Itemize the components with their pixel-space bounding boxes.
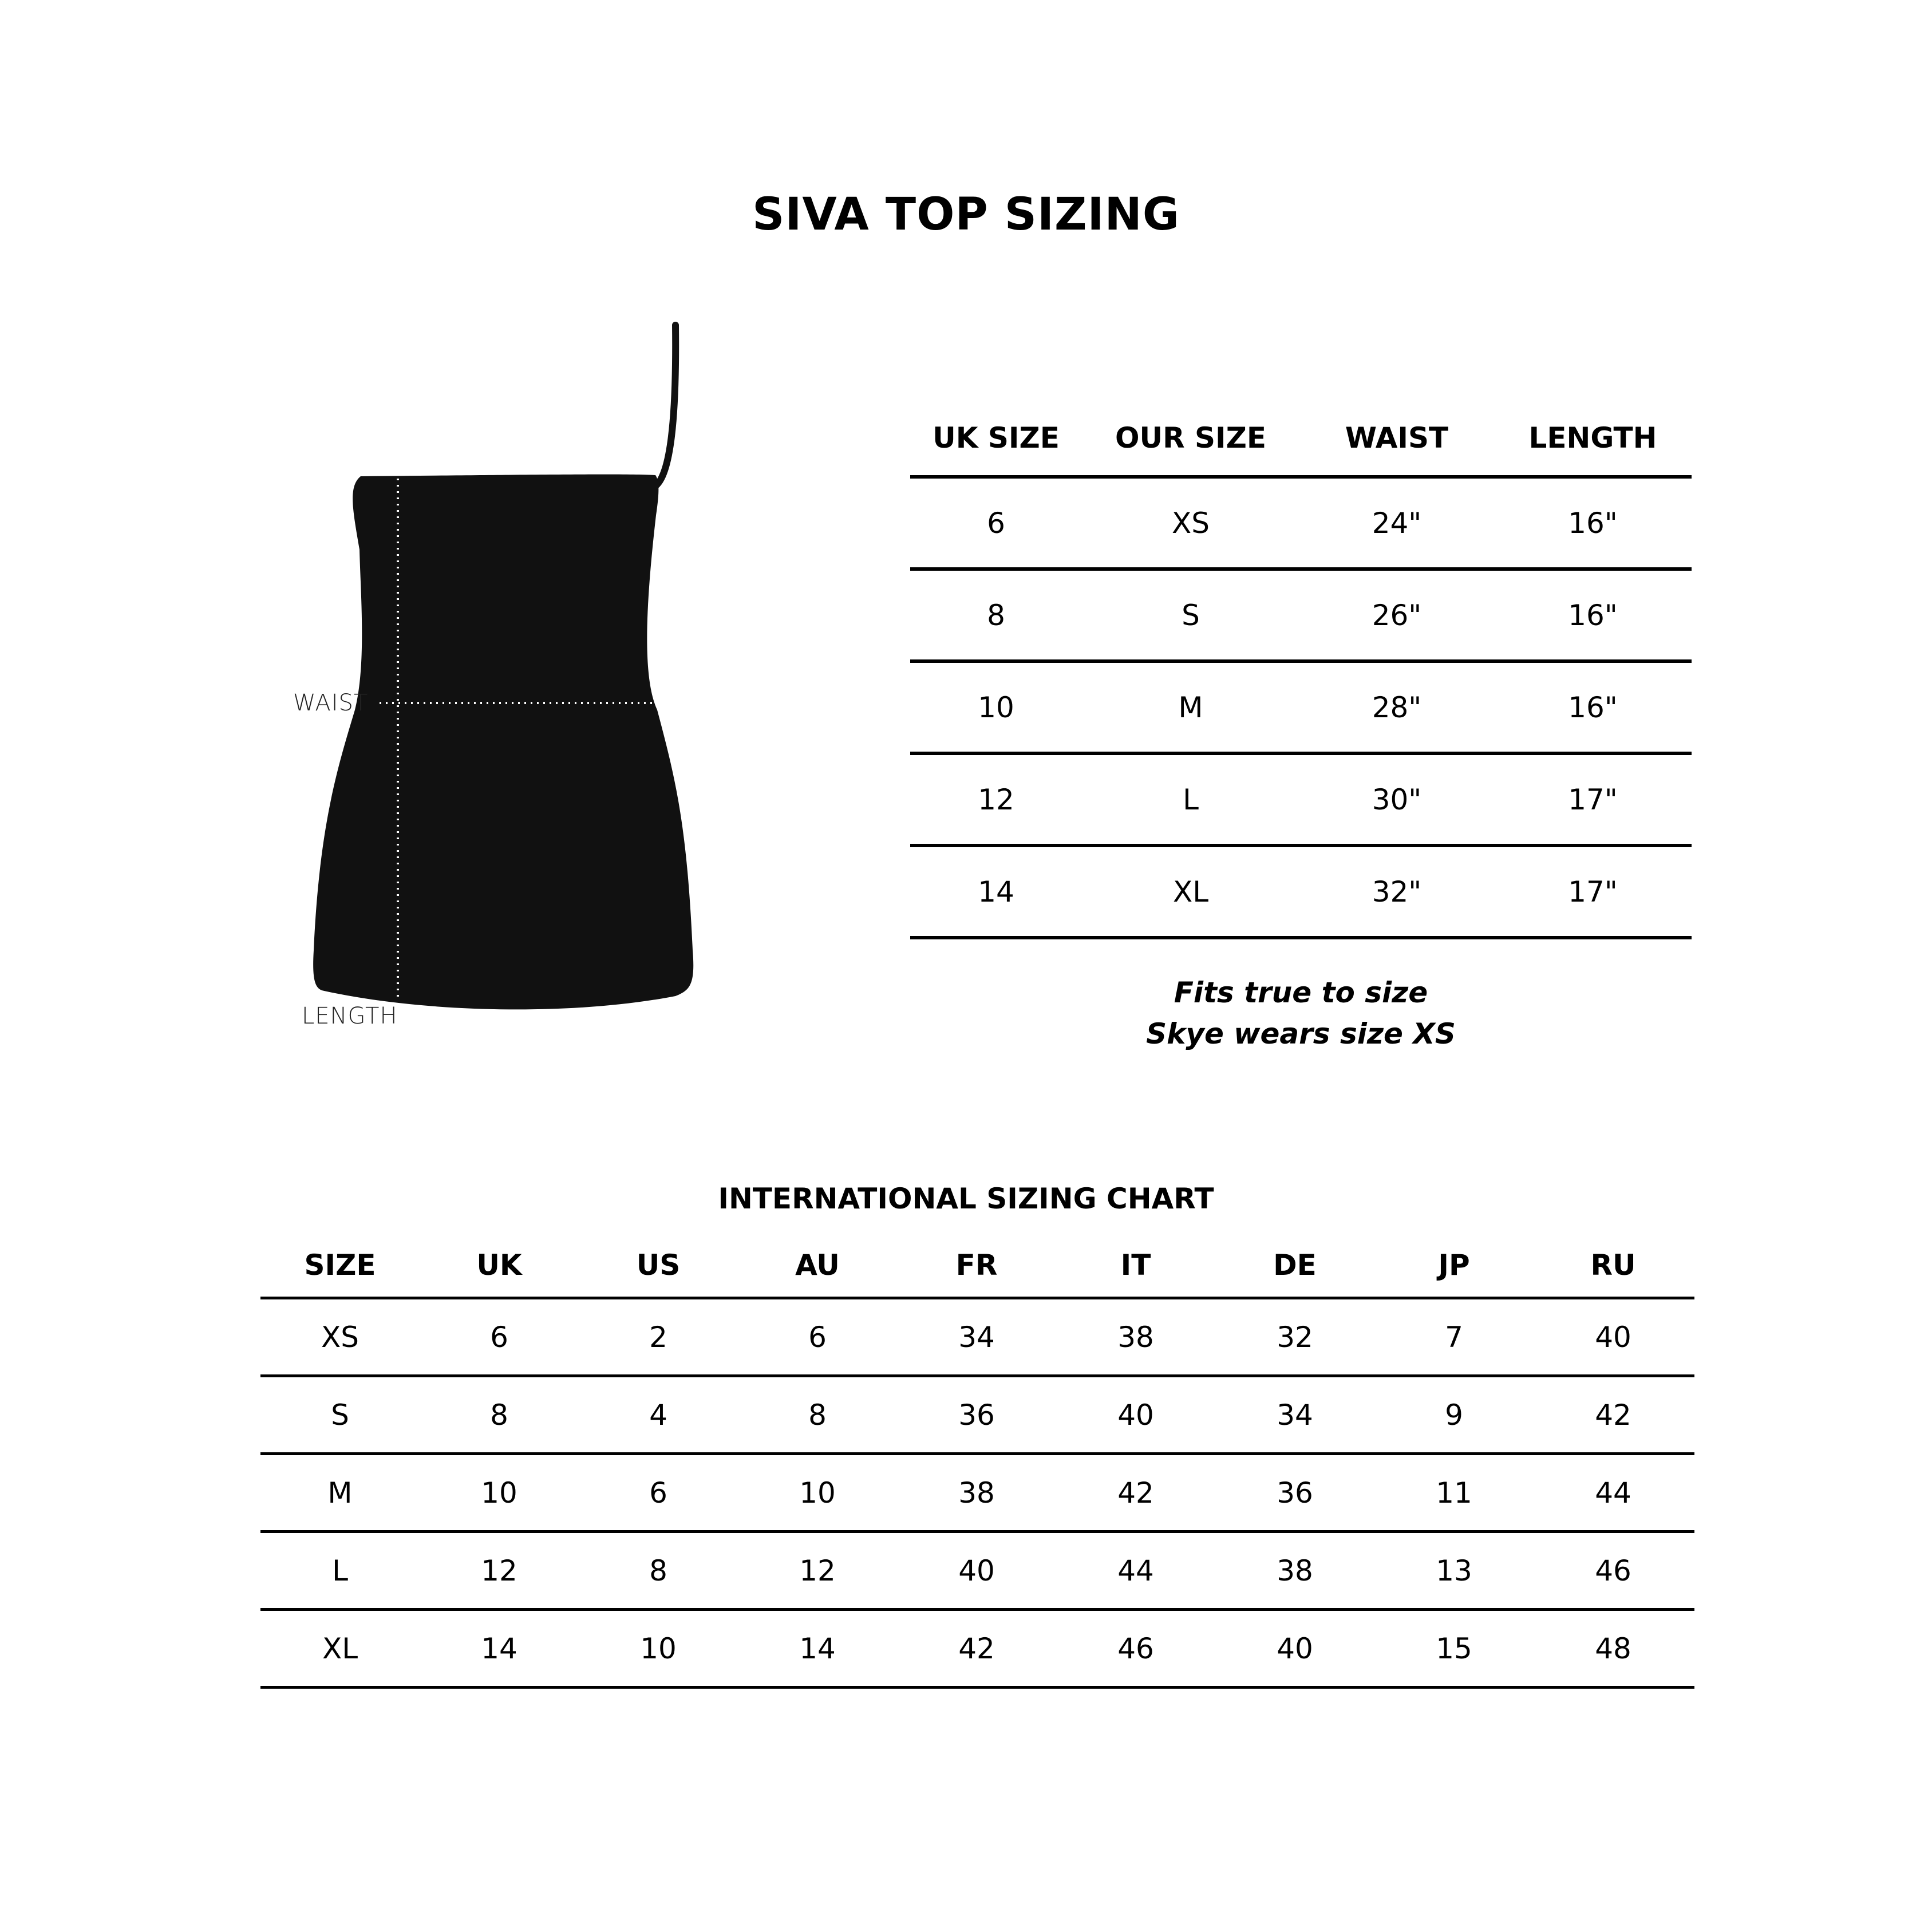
cell-us: 6: [649, 1476, 667, 1510]
cell-uk-size: 14: [978, 875, 1014, 908]
header-size: SIZE: [304, 1249, 376, 1282]
cell-au: 10: [799, 1476, 836, 1510]
cell-fr: 36: [958, 1398, 995, 1432]
cell-uk: 10: [481, 1476, 517, 1510]
cell-au: 8: [808, 1398, 827, 1432]
cell-us: 4: [649, 1398, 667, 1432]
table-row: [260, 1455, 1694, 1533]
cell-fr: 40: [958, 1554, 995, 1587]
cell-waist: 30": [1372, 783, 1422, 816]
cell-de: 36: [1277, 1476, 1313, 1510]
cell-length: 16": [1568, 506, 1618, 540]
cell-us: 10: [640, 1631, 677, 1665]
cell-fr: 42: [958, 1631, 995, 1665]
cell-de: 34: [1277, 1398, 1313, 1432]
header-it: IT: [1120, 1249, 1151, 1282]
length-label: LENGTH: [302, 1003, 398, 1029]
cell-our-size: XL: [1172, 875, 1209, 908]
header-us: US: [636, 1249, 681, 1282]
waist-label: WAIST: [293, 690, 369, 716]
international-chart-title: INTERNATIONAL SIZING CHART: [718, 1182, 1214, 1215]
size-table-header: [910, 401, 1692, 479]
cell-our-size: M: [1178, 690, 1203, 724]
garment-strap: [653, 325, 675, 488]
size-table: [910, 401, 1692, 939]
header-uk-size: UK SIZE: [933, 421, 1060, 455]
cell-waist: 26": [1372, 598, 1422, 632]
cell-it: 42: [1117, 1476, 1154, 1510]
table-row: [910, 847, 1692, 939]
cell-waist: 32": [1372, 875, 1422, 908]
international-table-header: [260, 1234, 1694, 1299]
cell-size: S: [331, 1398, 349, 1432]
cell-uk: 8: [490, 1398, 508, 1432]
garment-body: [313, 475, 693, 1010]
cell-uk-size: 6: [987, 506, 1005, 540]
header-ru: RU: [1590, 1249, 1636, 1282]
header-length: LENGTH: [1528, 421, 1657, 455]
fit-note-line-1: Fits true to size: [1174, 976, 1428, 1009]
header-jp: JP: [1438, 1249, 1470, 1282]
cell-uk: 14: [481, 1631, 517, 1665]
cell-size: M: [327, 1476, 353, 1510]
cell-it: 46: [1117, 1631, 1154, 1665]
cell-waist: 24": [1372, 506, 1422, 540]
table-row: [910, 755, 1692, 847]
cell-fr: 34: [958, 1320, 995, 1354]
cell-de: 40: [1277, 1631, 1313, 1665]
cell-jp: 9: [1445, 1398, 1463, 1432]
cell-uk-size: 8: [987, 598, 1005, 632]
header-fr: FR: [955, 1249, 998, 1282]
cell-uk-size: 10: [978, 690, 1014, 724]
cell-ru: 48: [1595, 1631, 1631, 1665]
cell-jp: 7: [1445, 1320, 1463, 1354]
fit-note-line-2: Skye wears size XS: [1146, 1017, 1456, 1050]
cell-our-size: S: [1182, 598, 1200, 632]
cell-it: 40: [1117, 1398, 1154, 1432]
cell-length: 17": [1568, 875, 1618, 908]
cell-de: 38: [1277, 1554, 1313, 1587]
cell-us: 2: [649, 1320, 667, 1354]
cell-waist: 28": [1372, 690, 1422, 724]
cell-it: 44: [1117, 1554, 1154, 1587]
cell-uk: 6: [490, 1320, 508, 1354]
cell-uk-size: 12: [978, 783, 1014, 816]
cell-length: 16": [1568, 598, 1618, 632]
header-de: DE: [1273, 1249, 1317, 1282]
table-row: [260, 1377, 1694, 1455]
cell-size: XL: [322, 1631, 358, 1665]
cell-our-size: L: [1183, 783, 1199, 816]
cell-fr: 38: [958, 1476, 995, 1510]
international-sizing-table: [260, 1234, 1694, 1689]
cell-jp: 13: [1436, 1554, 1472, 1587]
cell-jp: 11: [1436, 1476, 1472, 1510]
table-row: [260, 1611, 1694, 1689]
garment-diagram: [275, 309, 710, 1053]
table-row: [260, 1533, 1694, 1611]
header-uk: UK: [476, 1249, 522, 1282]
cell-au: 6: [808, 1320, 827, 1354]
header-our-size: OUR SIZE: [1115, 421, 1267, 455]
cell-ru: 44: [1595, 1476, 1631, 1510]
cell-size: XS: [321, 1320, 359, 1354]
cell-au: 14: [799, 1631, 836, 1665]
cell-ru: 40: [1595, 1320, 1631, 1354]
page-title: SIVA TOP SIZING: [752, 189, 1180, 240]
cell-our-size: XS: [1172, 506, 1210, 540]
header-waist: WAIST: [1345, 421, 1449, 455]
table-row: [910, 479, 1692, 571]
cell-us: 8: [649, 1554, 667, 1587]
cell-it: 38: [1117, 1320, 1154, 1354]
cell-length: 16": [1568, 690, 1618, 724]
table-row: [910, 571, 1692, 663]
header-au: AU: [795, 1249, 840, 1282]
cell-ru: 46: [1595, 1554, 1631, 1587]
cell-length: 17": [1568, 783, 1618, 816]
cell-de: 32: [1277, 1320, 1313, 1354]
table-row: [910, 663, 1692, 755]
cell-ru: 42: [1595, 1398, 1631, 1432]
cell-uk: 12: [481, 1554, 517, 1587]
cell-size: L: [332, 1554, 348, 1587]
cell-au: 12: [799, 1554, 836, 1587]
cell-jp: 15: [1436, 1631, 1472, 1665]
table-row: [260, 1299, 1694, 1377]
